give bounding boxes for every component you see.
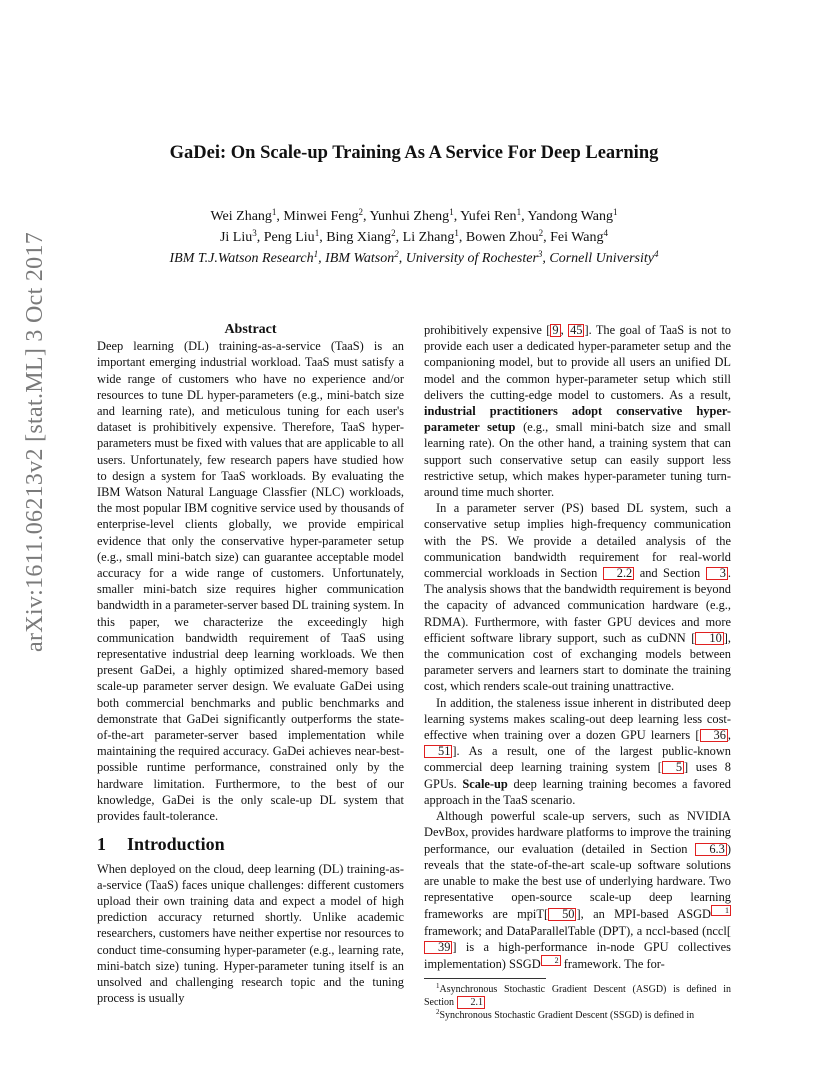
left-column [97,322,404,1006]
citation-link[interactable]: 9 [552,323,559,337]
section-link[interactable]: 6.3 [695,843,727,856]
author: Li Zhang [402,230,455,245]
citation-link[interactable]: 36 [700,729,728,742]
abstract-text: Deep learning (DL) training-as-a-service (TaaS) is an important emerging industrial workload. TaaS must satisfy a wide range of customers who have no experience and/or resources to tune DL hyper-parameters (e.g., mini-batch size and learning rate), and meticulous tuning for each user's dataset is prohibitively expensive. Therefore, TaaS hyper-parameters must be fixed with values that are applicable to all users. Unfortunately, few research papers have studied how to design a system for TaaS workloads. By evaluating the IBM Watson Natural Language Classfier (NLC) workloads, the most popular IBM cognitive service used by thousands of enterprise-level clients globally, we provide empirical evidence that only the conservative hyper-parameter setup (e.g., small mini-batch size) can guarantee acceptable model accuracy for a wide range of customers. Unfortunately, smaller mini-batch size requires higher communication bandwidth in a parameter-server based DL training system. In this paper, we characterize the exceedingly high communication bandwidth requirement of TaaS using representative industrial deep learning workloads. We then present GaDei, a highly optimized shared-memory based scale-up parameter server design. We evaluate GaDei using both commercial benchmarks and public benchmarks and demonstrate that GaDei significantly outperforms the state-of-the-art parameter-server based implementation while maintaining the required accuracy. GaDei achieves near-best-possible runtime performance, constrained only by the hardware limitation. Furthermore, to the best of our knowledge, GaDei is the only scale-up DL system that provides fault-tolerance. [97,339,404,824]
author: Bowen Zhou [465,230,539,245]
right-column [424,322,731,1022]
paragraph: In addition, the staleness issue inherent in distributed deep learning systems makes scaling-out deep learning less cost-effective when training over a dozen GPU learners [ 36 , 51 ]. As a result, one of the largest public-known commercial deep learning training system [ 5 ] uses 8 GPUs. Scale-up deep learning training becomes a favored approach in the TaaS scenario. [424,695,731,807]
section-title: Introduction [127,834,225,855]
author: Fei Wang [550,230,604,245]
affiliation: IBM T.J.Watson Research [169,251,314,266]
author: Ji Liu [219,230,253,245]
arxiv-identifier: arXiv:1611.06213v2 [stat.ML] 3 Oct 2017 [22,231,48,652]
authors-line-2: Ji Liu$^3$, Peng Liu$^1$, Bing Xiang$^2$, Li Zhang$^1$, Bowen Zhou$^2$, Fei Wang$^4$ [219,228,609,245]
paragraph: prohibitively expensive [ 9 , 45 ]. The goal of TaaS is not to provide each user a dedicated hyper-parameter setup and the companioning model, but to provide all users an unified DL model and the common hyper-parameter setup which still delivers the cutting-edge model to customers. As a result, industrial practitioners adopt conservative hyper-parameter setup (e.g., small mini-batch size and small learning rate). On the other hand, a training system that can support such conservative setup can easily support less restrictive setup, which makes hyper-parameter tuning turn-around time much shorter. [424,323,731,500]
author: Peng Liu [263,230,315,245]
affiliations: IBM T.J.Watson Research$^1$, IBM Watson$^2$, University of Rochester$^3$, Cornell University$^4$ [169,249,659,266]
footnote-2: $^2$Synchronous Stochastic Gradient Descent (SSGD) is defined in [436,1008,695,1022]
author: Minwei Feng [283,209,359,224]
citation-link[interactable]: 50 [548,908,576,921]
citation-link[interactable]: 5 [662,761,684,774]
paper-title: GaDei: On Scale-up Training As A Service For Deep Learning [169,143,659,163]
footnote-1: $^1$Asynchronous Stochastic Gradient Descent (ASGD) is defined in Section 2.1 [424,982,731,1009]
footnote-divider [424,978,546,979]
affiliation: University of Rochester [405,251,538,266]
authors-line-1: Wei Zhang$^1$, Minwei Feng$^2$, Yunhui Zheng$^1$, Yufei Ren$^1$, Yandong Wang$^1$ [210,207,618,224]
affiliation: IBM Watson [325,251,395,266]
paragraph: In a parameter server (PS) based DL system, such a conservative setup implies high-frequency communication with the PS. We provide a detailed analysis of the communication bandwidth requirement for real-world commercial workloads in Section 2.2 and Section 3 . The analysis shows that the bandwidth requirement is beyond the capacity of advanced communication hardware (e.g., RDMA). Furthermore, with faster GPU devices and more efficient software library support, such as cuDNN [ 10 ], the communication cost of exchanging models between parameter servers and learners start to dominate the training cost, which renders scale-out training unattractive. [424,501,731,694]
section-link[interactable]: 2.1 [457,996,486,1009]
author: Yunhui Zheng [369,209,450,224]
intro-paragraph-1: When deployed on the cloud, deep learning (DL) training-as-a-service (TaaS) faces unique challenges: different customers upload their own training data and expect a model of high prediction accuracy returned shortly. Unlike academic researchers, customers have neither expertise nor resources to conduct time-consuming hyper-parameter (e.g., learning rate, mini-batch size) tuning. Hyper-parameter tuning itself is an unsolved and challenging research topic and the tuning process is usually [97,861,404,1006]
author: Wei Zhang [210,209,272,224]
section-link[interactable]: 3 [706,567,728,580]
author: Bing Xiang [326,230,392,245]
citation-link[interactable]: 39 [424,941,452,954]
citation-link[interactable]: 10 [695,632,723,645]
citation-link[interactable]: 45 [570,323,583,337]
footnote-link[interactable]: 2 [541,955,561,966]
section-number: 1 [97,834,106,855]
emphasis: industrial practitioners adopt conservative hyper-parameter setup [424,404,731,435]
affiliation: Cornell University [549,251,654,266]
footnote-link[interactable]: 1 [711,905,731,916]
emphasis: Scale-up [462,776,508,791]
author: Yufei Ren [460,209,517,224]
author-block [0,206,828,269]
citation-link[interactable]: 51 [424,745,452,758]
author: Yandong Wang [527,209,614,224]
paragraph: Although powerful scale-up servers, such as NVIDIA DevBox, provides hardware platforms to improve the training performance, our evaluation (detailed in Section 6.3 ) reveals that the state-of-the-art scale-up software solutions are unable to make the best use of underlying hardware. Two representative open-source scale-up deep learning frameworks are mpiT[ 50 ], an MPI-based ASGD 1 framework; and DataParallelTable (DPT), a nccl-based (nccl[39 ] is a high-performance in-node GPU collectives implementation) SSGD 2 framework. The for- [424,809,731,971]
abstract-heading: Abstract [224,322,277,337]
section-link[interactable]: 2.2 [603,567,635,580]
section-heading-introduction [97,834,404,855]
